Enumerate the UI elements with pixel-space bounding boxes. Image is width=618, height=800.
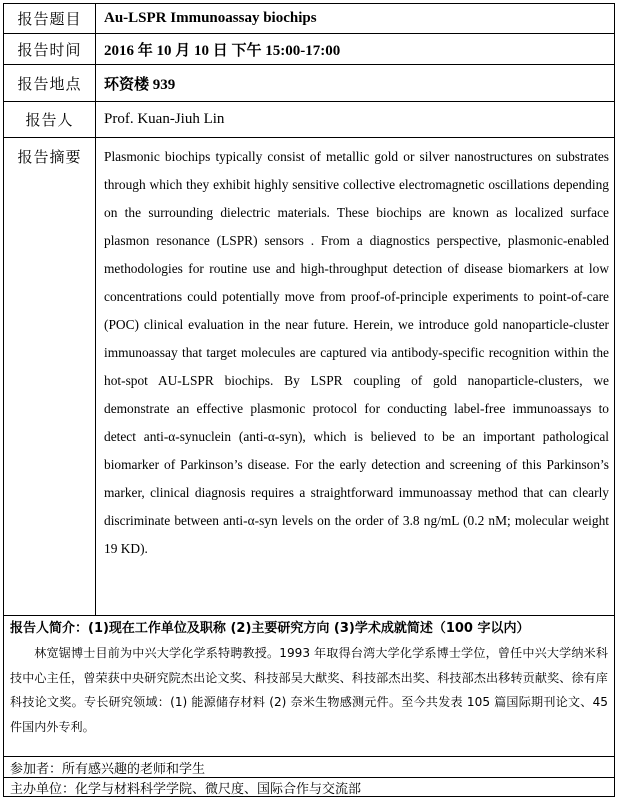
abstract-label: 报告摘要 (4, 138, 96, 615)
place-row (4, 65, 614, 102)
place-value: 环资楼 939 (104, 76, 176, 93)
title-row (4, 4, 614, 34)
abstract-text: Plasmonic biochips typically consist of metallic gold or silver nanostructures on substrates through which they exhibit highly sensitive collective electromagnetic oscillations depending on the surrounding dielectric materials. These biochips are known as localized surface plasmon resonance (LSPR) sensors . From a diagnostics perspective, plasmonic-enabled methodologies for routine use and high-throughput detection of disease biomarkers at low concentrations could potentially move from proof-of-principle experiments to point-of-care (POC) clinical evaluation in the near future. Herein, we introduce gold nanoparticle-cluster immunoassay that target molecules are captured via antibody-specific recognition within the hot-spot AU-LSPR biochips. By LSPR coupling of gold nanoparticle-clusters, we demonstrate an effective plasmonic protocol for conducting label-free immunoassays to detect anti-α-synuclein (anti-α-syn), which is believed to be an important pathological biomarker of Parkinson’s disease. For the early detection and screening of this Parkinson’s marker, clinical diagnosis requires a straightforward immunoassay method that can clearly discriminate between anti-α-syn levels on the order of 3.8 ng/mL (0.2 nM; molecular weight 19 KD). (104, 149, 609, 556)
time-row (4, 34, 614, 65)
speaker-row (4, 102, 614, 138)
time-label: 报告时间 (4, 34, 96, 64)
time-value: 2016 年 10 月 10 日 下午 15:00-17:00 (104, 42, 341, 59)
speaker-intro-heading: 报告人简介：(1)现在工作单位及职称 (2)主要研究方向 (3)学术成就简述（100 字以内） (10, 621, 530, 636)
audience-text: 参加者：所有感兴趣的老师和学生 (10, 761, 206, 777)
speaker-intro-body: 林宽锯博士目前为中兴大学化学系特聘教授。1993 年取得台湾大学化学系博士学位，曾任中兴大学纳米科技中心主任，曾荣获中央研究院杰出论文奖、科技部吴大猷奖、科技部杰出奖、科技部杰出移转贡献奖、徐有庠科技论文奖。专长研究领域：(1) 能源储存材料 (2) 奈米生物感测元件。至今共发表 105 篇国际期刊论文、45 件国内外专利。 (10, 646, 608, 734)
audience-row (4, 757, 614, 778)
abstract-row (4, 138, 614, 616)
speaker-value: Prof. Kuan-Jiuh Lin (104, 111, 225, 127)
speaker-intro-row (4, 616, 614, 757)
lecture-info-form (3, 3, 615, 797)
title-label: 报告题目 (4, 4, 96, 33)
title-value: Au-LSPR Immunoassay biochips (104, 10, 317, 26)
place-label: 报告地点 (4, 65, 96, 101)
organizer-text: 主办单位：化学与材料科学学院、微尺度、国际合作与交流部 (10, 781, 362, 797)
organizer-row (4, 778, 614, 796)
speaker-label: 报告人 (4, 102, 96, 137)
